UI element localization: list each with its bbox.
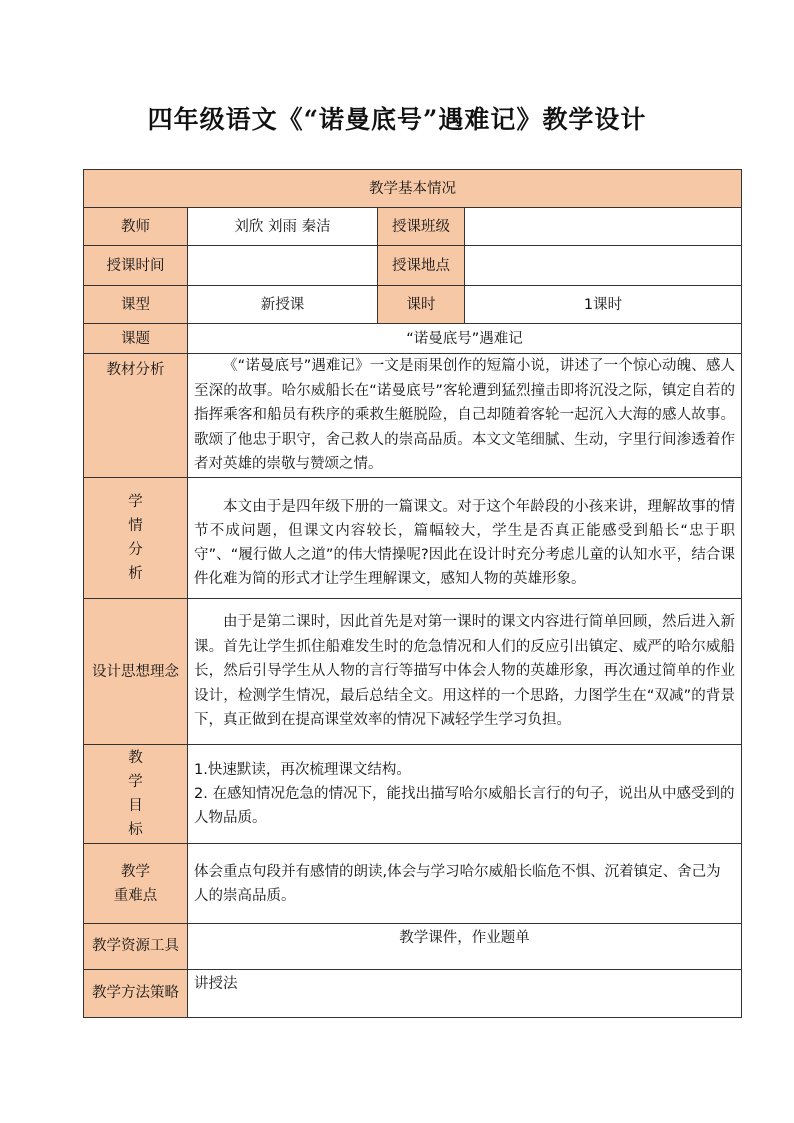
goal-item: 2. 在感知情况危急的情况下，能找出描写哈尔威船长言行的句子，说出从中感受到的人物品质。: [194, 786, 735, 826]
topic-value: “诺曼底号”遇难记: [188, 324, 742, 354]
type-value: 新授课: [188, 286, 378, 324]
type-label: 课型: [84, 286, 188, 324]
goal-text: [188, 745, 742, 844]
lesson-plan-table: [83, 169, 742, 1018]
document-title: 四年级语文《“诺曼底号”遇难记》教学设计: [147, 105, 647, 134]
key-points-label: 教学 重难点: [84, 844, 188, 924]
hours-value: 1课时: [465, 286, 742, 324]
topic-label: 课题: [84, 324, 188, 354]
time-value: [188, 246, 378, 286]
material-label: 教材分析: [84, 354, 188, 478]
class-value: [465, 208, 742, 246]
material-text: 《“诺曼底号”遇难记》一文是雨果创作的短篇小说，讲述了一个惊心动魄、感人至深的故事。哈尔威船长在“诺曼底号”客轮遭到猛烈撞击即将沉没之际，镇定自若的指挥乘客和船员有秩序的乘救生艇脱险，自己却随着客轮一起沉入大海的感人故事。歌颂了他忠于职守，舍己救人的崇高品质。本文文笔细腻、生动，字里行间渗透着作者对英雄的崇敬与赞颂之情。: [188, 354, 742, 478]
goal-item: 1.快速默读，再次梳理课文结构。: [194, 762, 411, 778]
time-label: 授课时间: [84, 246, 188, 286]
hours-label: 课时: [378, 286, 465, 324]
resource-label: 教学资源工具: [84, 924, 188, 970]
teacher-value: 刘欣 刘雨 秦洁: [188, 208, 378, 246]
place-label: 授课地点: [378, 246, 465, 286]
design-label: 设计思想理念: [84, 599, 188, 745]
place-value: [465, 246, 742, 286]
method-value: 讲授法: [188, 970, 742, 1018]
design-text: 由于是第二课时，因此首先是对第一课时的课文内容进行简单回顾，然后进入新课。首先让学生抓住船难发生时的危急情况和人们的反应引出镇定、威严的哈尔威船长，然后引导学生从人物的言行等描写中体会人物的英雄形象，再次通过简单的作业设计，检测学生情况，最后总结全文。用这样的一个思路，力图学生在“双减”的背景下，真正做到在提高课堂效率的情况下减轻学生学习负担。: [188, 599, 742, 745]
goal-label: 教 学 目 标: [84, 745, 188, 844]
key-points-text: 体会重点句段并有感情的朗读,体会与学习哈尔威船长临危不惧、沉着镇定、舍己为人的崇高品质。: [188, 844, 742, 924]
class-label: 授课班级: [378, 208, 465, 246]
student-analysis-text: 本文由于是四年级下册的一篇课文。对于这个年龄段的小孩来讲，理解故事的情节不成问题，但课文内容较长，篇幅较大，学生是否真正能感受到船长“忠于职守”、“履行做人之道”的伟大情操呢?因此在设计时充分考虑儿童的认知水平，结合课件化难为简的形式才让学生理解课文，感知人物的英雄形象。: [188, 478, 742, 599]
section-header: 教学基本情况: [84, 170, 742, 208]
student-analysis-label: 学 情 分 析: [84, 478, 188, 599]
method-label: 教学方法策略: [84, 970, 188, 1018]
teacher-label: 教师: [84, 208, 188, 246]
resource-value: 教学课件，作业题单: [188, 924, 742, 970]
